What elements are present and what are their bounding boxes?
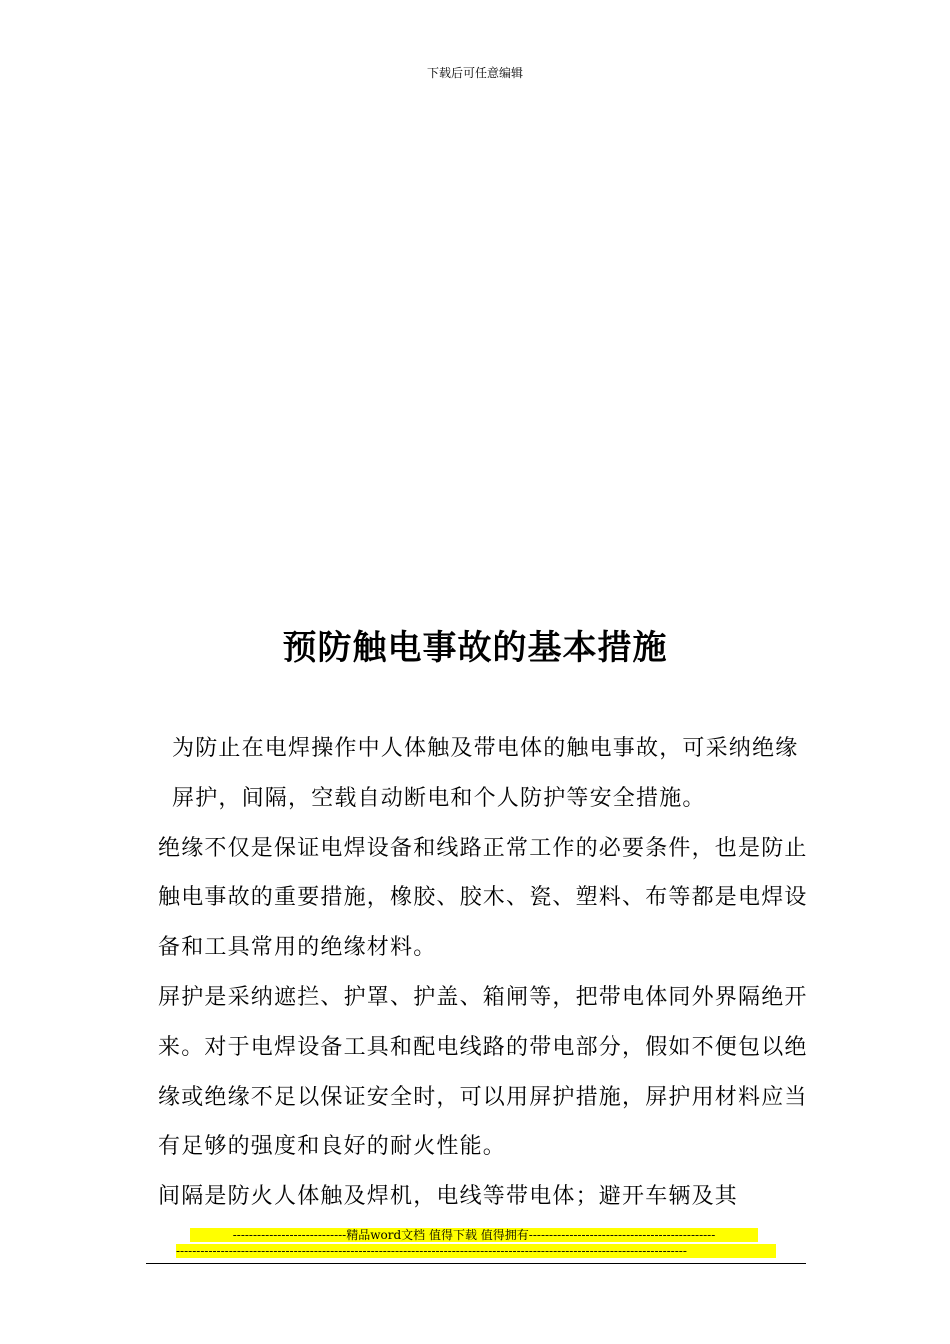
paragraph-spacing: 间隔是防火人体触及焊机，电线等带电体；避开车辆及其 (158, 1184, 739, 1210)
footer-banner: ----------------------------精品word文档 值得下载 值得拥有---------------------------------------------- (190, 1228, 758, 1242)
footer-dash-line: ------------------------------------------------------------------------------------------------------------------------------ (176, 1244, 776, 1258)
footer-divider (146, 1263, 806, 1264)
page-header: 下载后可任意编辑 (426, 66, 523, 80)
paragraph-intro: 为防止在电焊操作中人体触及带电体的触电事故，可采纳绝缘屏护，间隔，空载自动断电和个人防护等安全措施。 (172, 736, 799, 811)
document-body (146, 724, 808, 1222)
document-title: 预防触电事故的基本措施 (282, 628, 668, 668)
paragraph-shielding: 屏护是采纳遮拦、护罩、护盖、箱闸等，把带电体同外界隔绝开来。对于电焊设备工具和配电线路的带电部分，假如不便包以绝缘或绝缘不足以保证安全时，可以用屏护措施，屏护用材料应当有足够的强度和良好的耐火性能。 (158, 984, 808, 1160)
paragraph-insulation: 绝缘不仅是保证电焊设备和线路正常工作的必要条件，也是防止触电事故的重要措施，橡胶、胶木、瓷、塑料、布等都是电焊设备和工具常用的绝缘材料。 (158, 835, 808, 961)
